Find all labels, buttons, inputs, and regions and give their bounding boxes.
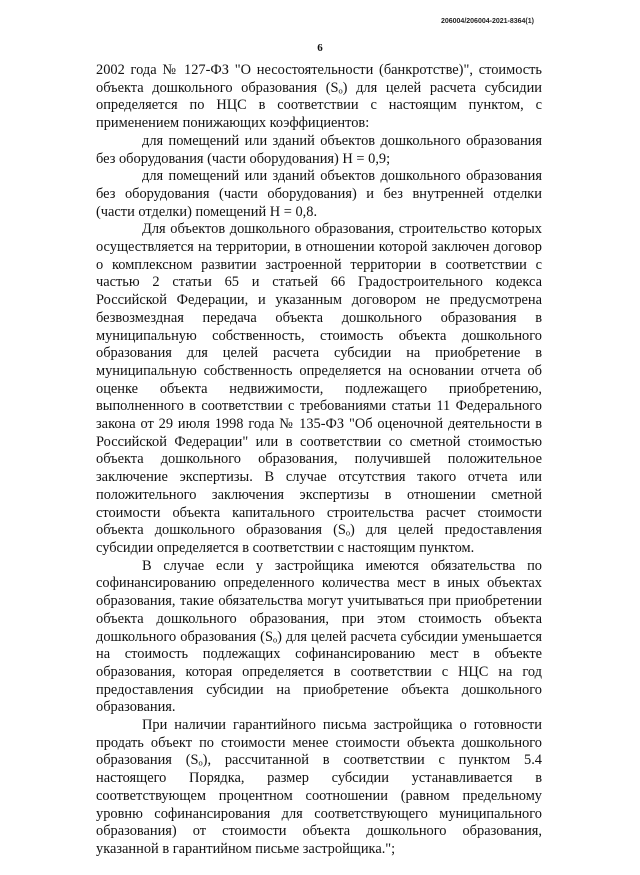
page-number: 6 [317, 42, 323, 54]
paragraph-territory-development: Для объектов дошкольного образования, строительство которых осуществляется на территории, в отношении которой заключен договор о комплексном развитии застроенной территории в соответствии с частью 2 статьи 65 и статьей 66 Градостроительного кодекса Российской Федерации, и указанным договором не предусмотрена безвозмездная передача объекта дошкольного образования в муниципальную собственность, стоимость объекта дошкольного образования для целей расчета субсидии на приобретение в муниципальную собственность определяется на основании отчета об оценке объекта недвижимости, подлежащего приобретению, выполненного в соответствии с требованиями статьи 11 Федерального закона от 29 июля 1998 года № 135-ФЗ "Об оценочной деятельности в Российской Федерации" или в соответствии со сметной стоимостью объекта дошкольного образования, получившей положительное заключение экспертизы. В случае отсутствия такого отчета или положительного заключения экспертизы в отношении сметной стоимости объекта капитального строительства расчет стоимости объекта дошкольного образования (Sₒ) для целей предоставления субсидии определяется в соответствии с настоящим пунктом. [96, 221, 542, 556]
paragraph-coefficient-09: для помещений или зданий объектов дошкольного образования без оборудования (части оборудования) Н = 0,9; [96, 132, 542, 167]
paragraph-cofinancing-obligations: В случае если у застройщика имеются обязательства по софинансированию определенного количества мест в иных объектах образования, такие обязательства могут учитываться при приобретении объекта дошкольного образования, при этом стоимость объекта дошкольного образования (Sₒ) для целей расчета субсидии уменьшается на стоимость подлежащих софинансированию мест в объекте образования, которая определяется в соответствии с НЦС на год предоставления субсидии на приобретение объекта дошкольного образования. [96, 557, 542, 716]
document-id: 206004/206004-2021-8364(1) [440, 18, 534, 25]
document-body [96, 62, 542, 859]
paragraph-coefficient-08: для помещений или зданий объектов дошкольного образования без оборудования (части оборудования) и без внутренней отделки (части отделки) помещений Н = 0,8. [96, 168, 542, 220]
paragraph-guarantee-letter: При наличии гарантийного письма застройщика о готовности продать объект по стоимости менее стоимости объекта дошкольного образования (Sₒ), рассчитанной в соответствии с пунктом 5.4 настоящего Порядка, размер субсидии устанавливается в соответствующем процентном соотношении (равном предельному уровню софинансирования для соответствующего муниципального образования) от стоимости объекта дошкольного образования, указанной в гарантийном письме застройщика."; [96, 717, 542, 857]
paragraph-continuation: 2002 года № 127-ФЗ "О несостоятельности (банкротстве)", стоимость объекта дошкольного образования (Sₒ) для целей расчета субсидии определяется по НЦС в соответствии с настоящим пунктом, с применением понижающих коэффициентов: [96, 62, 542, 132]
